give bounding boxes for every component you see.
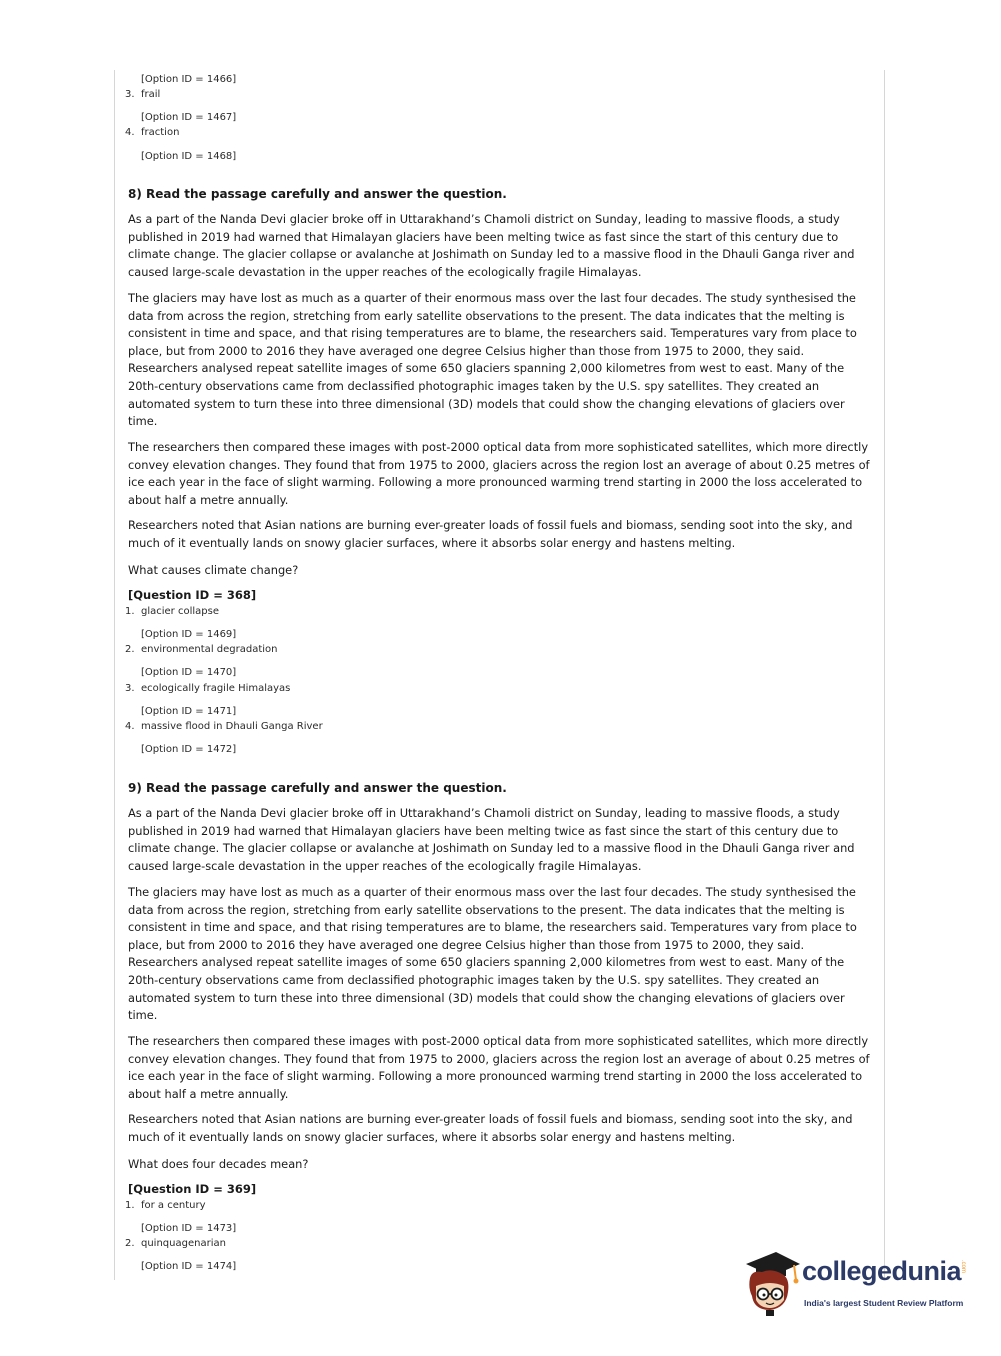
option-text: massive flood in Dhauli Ganga River [141,721,323,732]
option-text: quinquagenarian [141,1238,226,1249]
q8-option-4[interactable] [125,721,323,732]
q8-option-1[interactable] [125,606,219,617]
option-id: [Option ID = 1469] [141,629,237,640]
mascot-icon [742,1248,802,1318]
q9-paragraph-2: The glaciers may have lost as much as a quarter of their enormous mass over the last four decades. The study synthesised the data from across the region, stretching from early satellite observations to the present. The data indicates that the melting is consistent in time and space, and that rising temperatures are to blame, the researchers said. Temperatures vary from place to place, but from 2000 to 2016 they have averaged one degree Celsius higher than those from 1975 to 2000, they said. Researchers analysed repeat satellite images of some 650 glaciers spanning 2,000 kilometres from west to east. Many of the 20th-century observations came from declassified photographic images taken by the U.S. spy satellites. They created an automated system to turn these into three dimensional (3D) models that could show the changing elevations of glaciers over time. [128,885,857,1023]
q8-question: What causes climate change? [128,563,299,577]
q8-paragraph-4: Researchers noted that Asian nations are burning ever-greater loads of fossil fuels and biomass, sending soot into the sky, and much of it eventually lands on snowy glacier surfaces, where it absorbs solar energy and hastens melting. [128,518,853,550]
q9-question-id: [Question ID = 369] [128,1182,257,1196]
left-margin-rule [114,70,115,1280]
option-id: [Option ID = 1468] [141,151,237,162]
option-4[interactable] [125,127,179,138]
q9-option-1[interactable] [125,1200,206,1211]
option-id: [Option ID = 1473] [141,1223,237,1234]
option-id: [Option ID = 1470] [141,667,237,678]
option-number: 1. [125,1200,135,1211]
q8-option-2[interactable] [125,644,278,655]
option-text: environmental degradation [141,644,278,655]
option-id: [Option ID = 1466] [141,74,237,85]
option-id: [Option ID = 1472] [141,744,237,755]
q8-paragraph-3: The researchers then compared these images with post-2000 optical data from more sophisticated satellites, which more directly convey elevation changes. They found that from 1975 to 2000, glaciers across the region lost an average of about 0.25 metres of ice each year in the face of slight warming. Following a more pronounced warming trend starting in 2000 the loss accelerated to about half a metre annually. [128,440,870,507]
option-id: [Option ID = 1471] [141,706,237,717]
logo-wordmark: collegedunia [802,1256,962,1286]
q9-question: What does four decades mean? [128,1157,309,1171]
option-text: frail [141,89,161,100]
option-text: glacier collapse [141,606,219,617]
logo-suffix: .com [960,1260,966,1274]
option-number: 4. [125,721,135,732]
option-number: 1. [125,606,135,617]
q9-paragraph-3: The researchers then compared these images with post-2000 optical data from more sophisticated satellites, which more directly convey elevation changes. They found that from 1975 to 2000, glaciers across the region lost an average of about 0.25 metres of ice each year in the face of slight warming. Following a more pronounced warming trend starting in 2000 the loss accelerated to about half a metre annually. [128,1034,870,1101]
q8-question-id: [Question ID = 368] [128,588,257,602]
option-number: 3. [125,89,135,100]
option-id: [Option ID = 1474] [141,1261,237,1272]
option-text: for a century [141,1200,206,1211]
right-margin-rule [884,70,885,1280]
collegedunia-logo[interactable] [742,1248,972,1318]
option-text: fraction [141,127,180,138]
q9-paragraph-1: As a part of the Nanda Devi glacier broke off in Uttarakhand’s Chamoli district on Sunday, leading to massive floods, a study published in 2019 had warned that Himalayan glaciers have been melting twice as fast since the start of this century due to climate change. The glacier collapse or avalanche at Joshimath on Sunday led to a massive flood in the Dhauli Ganga river and caused large-scale devastation in the upper reaches of the ecologically fragile Himalayas. [128,806,855,873]
option-number: 3. [125,683,135,694]
q8-option-3[interactable] [125,683,290,694]
question-8-heading: 8) Read the passage carefully and answer the question. [128,187,507,201]
logo-tagline: India's largest Student Review Platform [804,1298,964,1308]
q8-paragraph-1: As a part of the Nanda Devi glacier broke off in Uttarakhand’s Chamoli district on Sunday, leading to massive floods, a study published in 2019 had warned that Himalayan glaciers have been melting twice as fast since the start of this century due to climate change. The glacier collapse or avalanche at Joshimath on Sunday led to a massive flood in the Dhauli Ganga river and caused large-scale devastation in the upper reaches of the ecologically fragile Himalayas. [128,212,855,279]
option-number: 4. [125,127,135,138]
question-9-heading: 9) Read the passage carefully and answer the question. [128,781,507,795]
q8-paragraph-2: The glaciers may have lost as much as a quarter of their enormous mass over the last four decades. The study synthesised the data from across the region, stretching from early satellite observations to the present. The data indicates that the melting is consistent in time and space, and that rising temperatures are to blame, the researchers said. Temperatures vary from place to place, but from 2000 to 2016 they have averaged one degree Celsius higher than those from 1975 to 2000, they said. Researchers analysed repeat satellite images of some 650 glaciers spanning 2,000 kilometres from west to east. Many of the 20th-century observations came from declassified photographic images taken by the U.S. spy satellites. They created an automated system to turn these into three dimensional (3D) models that could show the changing elevations of glaciers over time. [128,291,857,429]
q9-option-2[interactable] [125,1238,226,1249]
q9-paragraph-4: Researchers noted that Asian nations are burning ever-greater loads of fossil fuels and biomass, sending soot into the sky, and much of it eventually lands on snowy glacier surfaces, where it absorbs solar energy and hastens melting. [128,1112,853,1144]
option-id: [Option ID = 1467] [141,112,237,123]
option-number: 2. [125,644,135,655]
option-number: 2. [125,1238,135,1249]
option-text: ecologically fragile Himalayas [141,683,291,694]
option-3[interactable] [125,89,160,100]
